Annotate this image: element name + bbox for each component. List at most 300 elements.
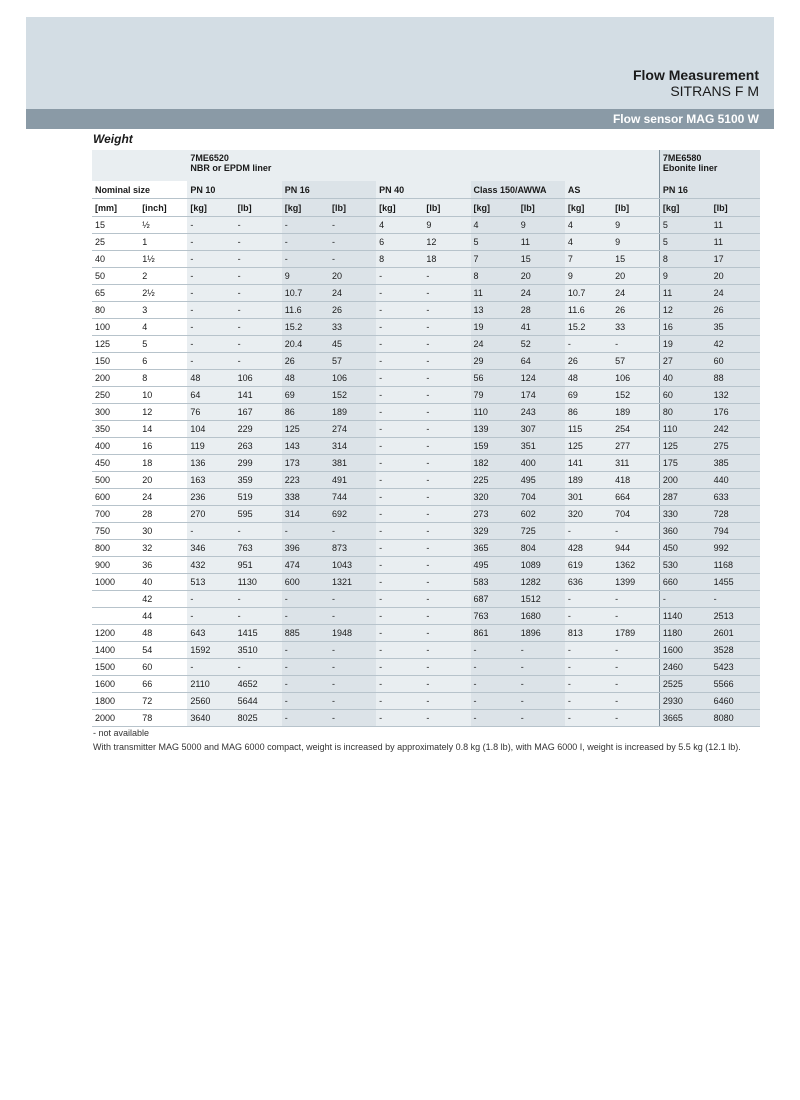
table-cell: -: [282, 591, 329, 608]
table-cell: -: [612, 608, 659, 625]
unit-header: [kg]: [471, 199, 518, 217]
table-cell: 346: [187, 540, 234, 557]
table-row: [92, 387, 760, 404]
table-cell: -: [518, 710, 565, 727]
table-cell: 19: [659, 336, 710, 353]
table-cell: 44: [139, 608, 187, 625]
table-cell: 7: [565, 251, 612, 268]
table-cell: 80: [659, 404, 710, 421]
table-cell: 700: [92, 506, 139, 523]
group2-liner: Ebonite liner: [662, 163, 718, 173]
table-cell: -: [235, 217, 282, 234]
table-cell: 5566: [711, 676, 760, 693]
table-cell: 139: [471, 421, 518, 438]
table-cell: 530: [659, 557, 710, 574]
table-cell: -: [423, 319, 470, 336]
table-cell: 885: [282, 625, 329, 642]
table-cell: 26: [711, 302, 760, 319]
table-cell: 992: [711, 540, 760, 557]
table-cell: -: [282, 642, 329, 659]
unit-header: [lb]: [612, 199, 659, 217]
table-cell: 11: [659, 285, 710, 302]
table-cell: -: [612, 676, 659, 693]
table-cell: 64: [518, 353, 565, 370]
table-cell: -: [423, 608, 470, 625]
table-cell: 400: [92, 438, 139, 455]
table-cell: -: [423, 659, 470, 676]
table-cell: -: [235, 608, 282, 625]
table-cell: 4: [565, 217, 612, 234]
table-cell: 2: [139, 268, 187, 285]
table-cell: -: [659, 591, 710, 608]
table-cell: 20.4: [282, 336, 329, 353]
table-cell: 277: [612, 438, 659, 455]
table-cell: -: [235, 353, 282, 370]
table-cell: 861: [471, 625, 518, 642]
table-row: [92, 251, 760, 268]
table-cell: 1455: [711, 574, 760, 591]
table-cell: 1500: [92, 659, 139, 676]
transmitter-note: With transmitter MAG 5000 and MAG 6000 compact, weight is increased by approximately 0.8 kg (1.8 lb), with MAG 6000 I, weight is increased by 5.5 kg (12.1 lb).: [93, 742, 741, 752]
unit-header: [lb]: [423, 199, 470, 217]
table-cell: 1415: [235, 625, 282, 642]
table-cell: 223: [282, 472, 329, 489]
table-cell: -: [612, 591, 659, 608]
table-cell: 189: [565, 472, 612, 489]
table-cell: 3510: [235, 642, 282, 659]
table-cell: 2560: [187, 693, 234, 710]
table-cell: 26: [565, 353, 612, 370]
table-cell: 750: [92, 523, 139, 540]
table-cell: 900: [92, 557, 139, 574]
table-cell: -: [187, 217, 234, 234]
table-cell: 12: [139, 404, 187, 421]
table-cell: 5: [659, 217, 710, 234]
table-cell: -: [329, 217, 376, 234]
unit-header: [inch]: [139, 199, 187, 217]
table-cell: 56: [471, 370, 518, 387]
table-row: [92, 540, 760, 557]
table-cell: 300: [92, 404, 139, 421]
table-cell: -: [376, 659, 423, 676]
table-cell: -: [187, 319, 234, 336]
table-cell: 250: [92, 387, 139, 404]
table-cell: 24: [329, 285, 376, 302]
table-cell: 11.6: [565, 302, 612, 319]
table-cell: 79: [471, 387, 518, 404]
table-cell: 1321: [329, 574, 376, 591]
table-cell: 636: [565, 574, 612, 591]
header-title: Flow Measurement: [632, 67, 759, 83]
table-cell: -: [423, 268, 470, 285]
table-cell: 100: [92, 319, 139, 336]
table-cell: 163: [187, 472, 234, 489]
table-cell: -: [423, 676, 470, 693]
table-cell: 692: [329, 506, 376, 523]
table-cell: 119: [187, 438, 234, 455]
table-cell: 229: [235, 421, 282, 438]
table-cell: 10.7: [282, 285, 329, 302]
table-cell: 9: [612, 217, 659, 234]
table-cell: 1130: [235, 574, 282, 591]
table-cell: 72: [139, 693, 187, 710]
table-cell: 8: [659, 251, 710, 268]
table-cell: -: [376, 642, 423, 659]
table-cell: 24: [471, 336, 518, 353]
table-cell: -: [235, 659, 282, 676]
table-cell: 36: [139, 557, 187, 574]
table-cell: -: [376, 489, 423, 506]
table-cell: 20: [329, 268, 376, 285]
table-cell: 273: [471, 506, 518, 523]
table-cell: 57: [329, 353, 376, 370]
table-cell: -: [423, 540, 470, 557]
table-cell: 78: [139, 710, 187, 727]
table-cell: 1600: [92, 676, 139, 693]
table-cell: 40: [139, 574, 187, 591]
footnotes: [93, 728, 763, 756]
table-cell: 41: [518, 319, 565, 336]
table-cell: 5423: [711, 659, 760, 676]
table-cell: 48: [282, 370, 329, 387]
table-cell: 794: [711, 523, 760, 540]
table-cell: -: [565, 608, 612, 625]
table-row: [92, 421, 760, 438]
table-cell: -: [423, 336, 470, 353]
table-cell: 18: [139, 455, 187, 472]
table-row: [92, 472, 760, 489]
table-cell: 1180: [659, 625, 710, 642]
table-row: [92, 608, 760, 625]
table-cell: 175: [659, 455, 710, 472]
unit-header: [lb]: [518, 199, 565, 217]
table-cell: 60: [711, 353, 760, 370]
table-cell: 88: [711, 370, 760, 387]
table-cell: -: [423, 642, 470, 659]
table-cell: -: [282, 234, 329, 251]
table-cell: 6: [376, 234, 423, 251]
table-cell: 951: [235, 557, 282, 574]
table-cell: 24: [518, 285, 565, 302]
table-cell: 474: [282, 557, 329, 574]
pressure-header: Class 150/AWWA: [471, 181, 565, 199]
table-row: [92, 506, 760, 523]
table-cell: 350: [92, 421, 139, 438]
table-cell: 1800: [92, 693, 139, 710]
table-cell: 65: [92, 285, 139, 302]
table-cell: -: [376, 353, 423, 370]
table-cell: -: [376, 319, 423, 336]
table-cell: 495: [518, 472, 565, 489]
table-cell: -: [565, 710, 612, 727]
table-row: [92, 285, 760, 302]
table-cell: 495: [471, 557, 518, 574]
table-cell: 13: [471, 302, 518, 319]
pressure-header: PN 40: [376, 181, 470, 199]
table-cell: -: [187, 251, 234, 268]
table-cell: 600: [92, 489, 139, 506]
table-cell: 633: [711, 489, 760, 506]
table-cell: 106: [329, 370, 376, 387]
table-cell: 287: [659, 489, 710, 506]
table-cell: 10: [139, 387, 187, 404]
table-cell: 26: [282, 353, 329, 370]
nominal-size-header: Nominal size: [92, 181, 187, 199]
table-cell: 320: [471, 489, 518, 506]
table-cell: 125: [659, 438, 710, 455]
table-row: [92, 455, 760, 472]
table-cell: -: [376, 387, 423, 404]
table-cell: 418: [612, 472, 659, 489]
table-cell: 1043: [329, 557, 376, 574]
table-cell: 2513: [711, 608, 760, 625]
table-cell: 64: [187, 387, 234, 404]
table-cell: 30: [139, 523, 187, 540]
table-cell: 11: [711, 217, 760, 234]
table-cell: 2460: [659, 659, 710, 676]
table-row: [92, 438, 760, 455]
table-cell: -: [423, 523, 470, 540]
table-cell: 33: [612, 319, 659, 336]
table-cell: -: [376, 591, 423, 608]
table-cell: 813: [565, 625, 612, 642]
table-cell: -: [376, 370, 423, 387]
table-cell: 17: [711, 251, 760, 268]
table-cell: 1400: [92, 642, 139, 659]
table-header-row-pressure: [92, 181, 760, 199]
table-cell: 595: [235, 506, 282, 523]
table-cell: 450: [92, 455, 139, 472]
unit-header: [lb]: [711, 199, 760, 217]
table-cell: -: [376, 404, 423, 421]
table-cell: 5: [139, 336, 187, 353]
table-cell: 14: [139, 421, 187, 438]
table-cell: 704: [518, 489, 565, 506]
table-cell: 619: [565, 557, 612, 574]
table-cell: 1948: [329, 625, 376, 642]
table-cell: 944: [612, 540, 659, 557]
table-cell: 225: [471, 472, 518, 489]
header-subtitle: SITRANS F M: [670, 83, 759, 99]
table-row: [92, 217, 760, 234]
table-cell: 687: [471, 591, 518, 608]
table-row: [92, 302, 760, 319]
table-cell: -: [423, 557, 470, 574]
table-cell: 25: [92, 234, 139, 251]
table-cell: -: [423, 625, 470, 642]
table-cell: 45: [329, 336, 376, 353]
pressure-header: AS: [565, 181, 660, 199]
table-cell: 763: [235, 540, 282, 557]
table-cell: 263: [235, 438, 282, 455]
table-cell: -: [711, 591, 760, 608]
table-row: [92, 268, 760, 285]
table-cell: [92, 608, 139, 625]
table-cell: 7: [471, 251, 518, 268]
table-cell: -: [329, 523, 376, 540]
table-cell: 9: [282, 268, 329, 285]
table-cell: 8: [471, 268, 518, 285]
table-cell: 143: [282, 438, 329, 455]
table-cell: 1168: [711, 557, 760, 574]
table-cell: 299: [235, 455, 282, 472]
table-cell: 1600: [659, 642, 710, 659]
table-cell: -: [471, 659, 518, 676]
table-cell: -: [376, 336, 423, 353]
table-cell: 9: [612, 234, 659, 251]
table-row: [92, 591, 760, 608]
table-cell: 400: [518, 455, 565, 472]
table-cell: 270: [187, 506, 234, 523]
table-cell: 20: [711, 268, 760, 285]
table-cell: 1000: [92, 574, 139, 591]
table-cell: 16: [659, 319, 710, 336]
group2-model: 7ME6580: [662, 153, 702, 163]
table-cell: -: [187, 268, 234, 285]
pressure-header: PN 16: [282, 181, 376, 199]
table-cell: 174: [518, 387, 565, 404]
table-cell: 35: [711, 319, 760, 336]
table-cell: -: [329, 608, 376, 625]
table-cell: 314: [282, 506, 329, 523]
table-cell: -: [565, 523, 612, 540]
table-cell: 40: [659, 370, 710, 387]
table-cell: 10.7: [565, 285, 612, 302]
table-cell: 385: [711, 455, 760, 472]
table-row: [92, 557, 760, 574]
table-cell: -: [187, 608, 234, 625]
table-cell: -: [187, 336, 234, 353]
table-row: [92, 625, 760, 642]
table-cell: 307: [518, 421, 565, 438]
table-cell: 200: [659, 472, 710, 489]
table-row: [92, 404, 760, 421]
table-cell: 800: [92, 540, 139, 557]
table-cell: 15.2: [282, 319, 329, 336]
table-cell: -: [376, 472, 423, 489]
table-cell: 15: [612, 251, 659, 268]
table-cell: 69: [565, 387, 612, 404]
table-cell: 32: [139, 540, 187, 557]
table-cell: -: [565, 591, 612, 608]
table-cell: 1½: [139, 251, 187, 268]
table-cell: -: [612, 523, 659, 540]
table-cell: 20: [518, 268, 565, 285]
table-cell: 11: [711, 234, 760, 251]
table-cell: 491: [329, 472, 376, 489]
table-cell: 5: [471, 234, 518, 251]
table-cell: 2601: [711, 625, 760, 642]
table-cell: -: [329, 693, 376, 710]
table-cell: -: [518, 659, 565, 676]
table-cell: 8025: [235, 710, 282, 727]
table-cell: 360: [659, 523, 710, 540]
table-cell: -: [471, 676, 518, 693]
table-cell: 28: [518, 302, 565, 319]
group1-liner: NBR or EPDM liner: [190, 163, 272, 173]
table-cell: 2525: [659, 676, 710, 693]
table-cell: 110: [659, 421, 710, 438]
table-cell: -: [376, 608, 423, 625]
table-row: [92, 234, 760, 251]
table-cell: 104: [187, 421, 234, 438]
table-cell: -: [518, 676, 565, 693]
table-cell: 189: [612, 404, 659, 421]
table-cell: -: [376, 438, 423, 455]
table-cell: -: [376, 523, 423, 540]
table-cell: 725: [518, 523, 565, 540]
table-cell: 513: [187, 574, 234, 591]
table-cell: 440: [711, 472, 760, 489]
table-cell: -: [187, 659, 234, 676]
table-cell: 329: [471, 523, 518, 540]
table-cell: 583: [471, 574, 518, 591]
table-cell: 15.2: [565, 319, 612, 336]
unit-header: [kg]: [376, 199, 423, 217]
table-cell: 110: [471, 404, 518, 421]
table-cell: 125: [92, 336, 139, 353]
table-cell: -: [282, 608, 329, 625]
table-header-row-groups: [92, 150, 760, 181]
table-cell: -: [235, 285, 282, 302]
unit-header: [kg]: [187, 199, 234, 217]
table-cell: -: [423, 455, 470, 472]
table-cell: 804: [518, 540, 565, 557]
table-cell: -: [565, 693, 612, 710]
table-cell: 115: [565, 421, 612, 438]
table-cell: 4: [565, 234, 612, 251]
table-cell: -: [235, 251, 282, 268]
table-cell: -: [235, 268, 282, 285]
table-cell: -: [423, 370, 470, 387]
table-cell: 359: [235, 472, 282, 489]
table-cell: 351: [518, 438, 565, 455]
table-cell: -: [423, 489, 470, 506]
unit-header: [kg]: [282, 199, 329, 217]
table-cell: 19: [471, 319, 518, 336]
table-cell: 12: [423, 234, 470, 251]
table-cell: 6460: [711, 693, 760, 710]
table-cell: -: [187, 523, 234, 540]
table-cell: 2½: [139, 285, 187, 302]
table-row: [92, 710, 760, 727]
unit-header: [kg]: [659, 199, 710, 217]
table-cell: -: [423, 472, 470, 489]
table-row: [92, 489, 760, 506]
table-cell: 125: [565, 438, 612, 455]
table-cell: 152: [612, 387, 659, 404]
table-cell: -: [187, 285, 234, 302]
table-cell: -: [518, 642, 565, 659]
table-cell: [92, 591, 139, 608]
table-cell: 275: [711, 438, 760, 455]
table-cell: 6: [139, 353, 187, 370]
table-cell: -: [282, 693, 329, 710]
table-row: [92, 676, 760, 693]
table-cell: 236: [187, 489, 234, 506]
table-cell: 86: [282, 404, 329, 421]
table-cell: 18: [423, 251, 470, 268]
table-cell: -: [376, 574, 423, 591]
table-cell: ½: [139, 217, 187, 234]
table-row: [92, 336, 760, 353]
table-cell: -: [329, 642, 376, 659]
table-cell: -: [187, 353, 234, 370]
group1-title: [187, 150, 659, 181]
table-cell: 106: [612, 370, 659, 387]
table-cell: 141: [235, 387, 282, 404]
table-cell: -: [376, 285, 423, 302]
